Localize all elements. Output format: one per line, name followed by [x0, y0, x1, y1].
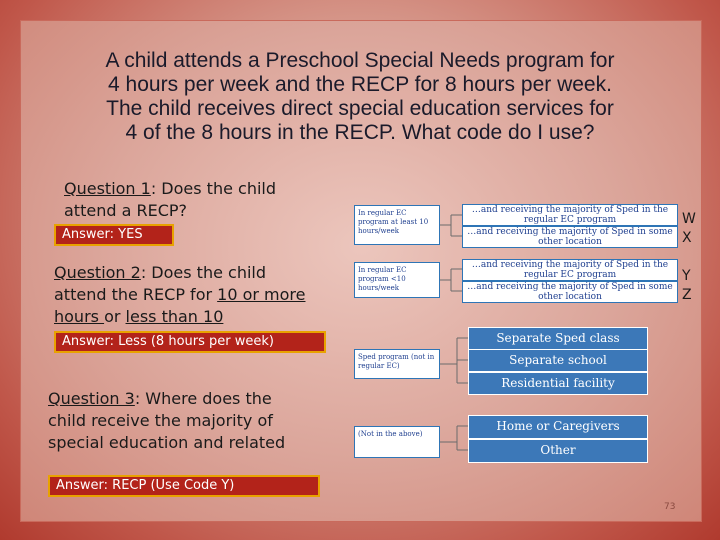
question-2-label: Question 2 [54, 263, 141, 282]
diagram-option-z: …and receiving the majority of Sped in some other location [462, 281, 678, 303]
question-2-text: : Does the child attend the RECP for [54, 263, 267, 304]
question-2-or: or [104, 307, 126, 326]
code-w: W [682, 211, 696, 227]
question-1-text: : Does the child attend a RECP? [64, 179, 277, 220]
question-3-label: Question 3 [48, 389, 135, 408]
diagram-option-y: …and receiving the majority of Sped in the regular EC program [462, 259, 678, 281]
code-z: Z [682, 287, 692, 303]
diagram-node-regular-ec-under10: In regular EC program <10 hours/week [354, 262, 440, 298]
code-y: Y [682, 268, 691, 284]
title-line: 4 hours per week and the RECP for 8 hours per week. [108, 73, 612, 96]
code-x: X [682, 230, 692, 246]
question-2-option-2: less than 10 [125, 307, 224, 326]
diagram-option-home-or-caregivers: Home or Caregivers [468, 415, 648, 439]
page-number: 73 [664, 502, 676, 512]
diagram-option-residential-facility: Residential facility [468, 372, 648, 395]
diagram-option-separate-sped-class: Separate Sped class [468, 327, 648, 350]
diagram-node-not-above: (Not in the above) [354, 426, 440, 458]
question-2-option-1: 10 or more hours [54, 285, 306, 326]
title-line: 4 of the 8 hours in the RECP. What code do I use? [125, 121, 595, 144]
diagram-option-w: …and receiving the majority of Sped in the regular EC program [462, 204, 678, 226]
answer-3: Answer: RECP (Use Code Y) [48, 475, 320, 497]
title-line: The child receives direct special education services for [106, 97, 614, 120]
diagram-option-other: Other [468, 439, 648, 463]
question-3-text: : Where does the child receive the majority of special education and related [48, 389, 286, 452]
diagram-node-regular-ec-10plus: In regular EC program at least 10 hours/week [354, 205, 440, 245]
diagram-option-x: …and receiving the majority of Sped in some other location [462, 226, 678, 248]
diagram-node-sped-program: Sped program (not in regular EC) [354, 349, 440, 379]
title-line: A child attends a Preschool Special Needs program for [105, 49, 615, 72]
diagram-option-separate-school: Separate school [468, 349, 648, 372]
answer-1: Answer: YES [54, 224, 174, 246]
question-1-label: Question 1 [64, 179, 151, 198]
answer-2: Answer: Less (8 hours per week) [54, 331, 326, 353]
